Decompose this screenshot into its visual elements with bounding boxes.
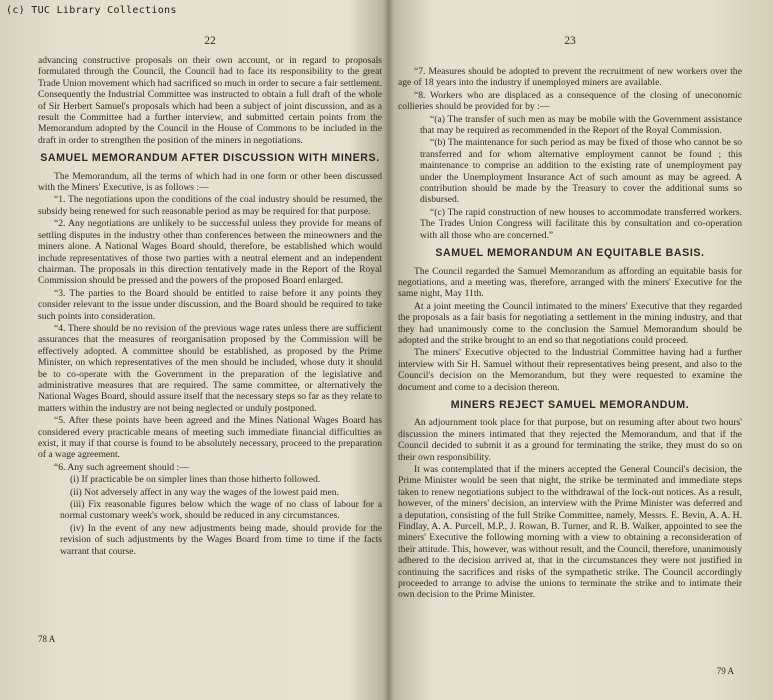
- paragraph: “6. Any such agreement should :—: [54, 461, 189, 473]
- paragraph: “1. The negotiations upon the conditions of the coal industry should be resumed, the subsidy being renewed for such reasonable period as may be required for that purpose.: [38, 194, 382, 217]
- paragraph: It was contemplated that if the miners accepted the General Council's decision, the Prime Minister would be seen that night, the strike be terminated and immediate steps taken to renew negotiations subject to the withdrawal of the lock-out notices. As a result, however, of the miners' decision, an interview with the Prime Minister was deferred and a deputation, consisting of the full Strike Committee, namely, Messrs. E. Bevin, A. A. H. Findlay, A. A. Purcell, M.P., J. Rowan, B. Turner, and R. B. Walker, appointed to see the miners' Executive the following morning with a view to obtaining a reconsideration of their attitude. This, however, was without result, and the Council, therefore, unanimously adhered to the decision arrived at, that in the circumstances they were not justified in continuing the sacrifices and risks of the sympathetic strike. The Council accordingly proceeded to arrange to advise the unions to terminate the strike and to intimate their own decision to the Prime Minister.: [398, 464, 742, 601]
- left-page: [38, 0, 382, 700]
- right-page: [398, 0, 742, 700]
- paragraph: The Memorandum, all the terms of which had in one form or other been discussed with the Miners' Executive, is as follows :—: [38, 170, 382, 194]
- section-heading: SAMUEL MEMORANDUM AN EQUITABLE BASIS.: [435, 247, 705, 260]
- paragraph: The miners' Executive objected to the Industrial Committee having had a further interview with Sir H. Samuel without their representatives being present, and also to the Council's decision on the Memorandum, but they were requested to examine the document and come to a decision thereon.: [398, 347, 742, 393]
- section-heading: MINERS REJECT SAMUEL MEMORANDUM.: [450, 398, 690, 411]
- sub-item: “(a) The transfer of such men as may be mobile with the Government assistance that may be required as recommended in the Report of the Royal Commission.: [420, 113, 742, 137]
- signature-mark-left: 78 A: [38, 634, 56, 644]
- sub-item: (iii) Fix reasonable figures below which the wage of no class of labour for a normal customary week's work, should be reduced in any circumstances.: [60, 499, 382, 522]
- paragraph: “5. After these points have been agreed and the Mines National Wages Board has considered every practicable means of meeting such immediate financial difficulties as exist, it may if that course is found to be absolutely necessary, proceed to the preparation of a wage agreement.: [38, 415, 382, 461]
- left-page-text: [38, 55, 382, 558]
- paragraph: “7. Measures should be adopted to prevent the recruitment of new workers over the age of 18 years into the industry if unemployed miners are available.: [398, 66, 742, 89]
- sub-item: (i) If practicable be on simpler lines than those hitherto followed.: [70, 474, 321, 486]
- paragraph: “8. Workers who are displaced as a consequence of the closing of uneconomic collieries should be provided for by :—: [398, 89, 742, 113]
- section-heading: SAMUEL MEMORANDUM AFTER DISCUSSION WITH MINERS.: [40, 152, 380, 165]
- sub-item: “(b) The maintenance for such period as may be fixed of those who cannot be so transferred and for whom alternative employment cannot be found ; this maintenance to comprise an addition to the existing rate of unemployment pay under the Unemployment Insurance Act of such amount as may be agreed. A contribution should be made by the Treasury to cover the additional sums so disbursed.: [420, 137, 742, 206]
- paragraph: advancing constructive proposals on their own account, or in regard to proposals formulated through the Council, the Council had to face its responsibility to the great Trade Union movement which had sacrificed so much in order to secure a fair settlement. Consequently the Industrial Committee was instructed to obtain a full draft of the whole of Sir Herbert Samuel's proposals which had been a subject of joint discussion, and as a result the Committee had a further interview, and submitted certain points from the Memorandum adopted by the Council in the House of Commons to be included in the draft in order to strengthen the position of the miners in negotiations.: [38, 55, 382, 146]
- sub-item: (ii) Not adversely affect in any way the wages of the lowest paid men.: [70, 486, 339, 498]
- paragraph: “3. The parties to the Board should be entitled to raise before it any points they consider relevant to the issue under discussion, and the Board should be required to take such points into consideration.: [38, 287, 382, 322]
- sub-item: (iv) In the event of any new adjustments being made, should provide for the revision of such adjustments by the Wages Board from time to time if the facts warrant that course.: [60, 522, 382, 557]
- paragraph: The Council regarded the Samuel Memorandum as affording an equitable basis for negotiations, and a meeting was, therefore, arranged with the miners' Executive for the same night, May 11th.: [398, 265, 742, 300]
- paragraph: An adjournment took place for that purpose, but on resuming after about two hours' discussion the miners intimated that they rejected the Memorandum, and that if the Council decided to submit it as a ground for terminating the strike, they must do so on their own responsibility.: [398, 417, 742, 463]
- page-number-right: 23: [564, 35, 576, 47]
- paragraph: At a joint meeting the Council intimated to the miners' Executive that they regarded the proposals as a fair basis for negotiating a settlement in the mining industry, and that they had unanimously come to the conclusion the Samuel Memorandum should be adopted and the strike brought to an end so that negotiations could proceed.: [398, 300, 742, 346]
- sub-item: “(c) The rapid construction of new houses to accommodate transferred workers. The Trades Union Congress will facilitate this by consultation and co-operation with all those who are concerned.”: [420, 206, 742, 241]
- paragraph: “4. There should be no revision of the previous wage rates unless there are sufficient assurances that the measures of reorganisation proposed by the Commission will be effectively adopted. A committee should be established, as proposed by the Prime Minister, on which representatives of the men should be included, whose duty it should be to co-operate with the Government in the preparation of the legislative and administrative measures that are required. The same committee, or alternatively the National Wages Board, should assure itself that the necessary steps so far as they relate to matters within the industry are not being neglected or unduly postponed.: [38, 322, 382, 414]
- collection-watermark: (c) TUC Library Collections: [6, 5, 177, 16]
- page-number-left: 22: [204, 35, 216, 47]
- paragraph: “2. Any negotiations are unlikely to be successful unless they provide for means of settling disputes in the industry other than conferences between the mineowners and the miners alone. A National Wages Board should, therefore, be established which would include representatives of those two parties with a neutral element and an independent chairman. The proposals in this direction tentatively made in the Report of the Royal Commission should be pressed and the powers of the proposed Board enlarged.: [38, 218, 382, 287]
- right-page-text: [398, 66, 742, 602]
- signature-mark-right: 79 A: [716, 666, 734, 676]
